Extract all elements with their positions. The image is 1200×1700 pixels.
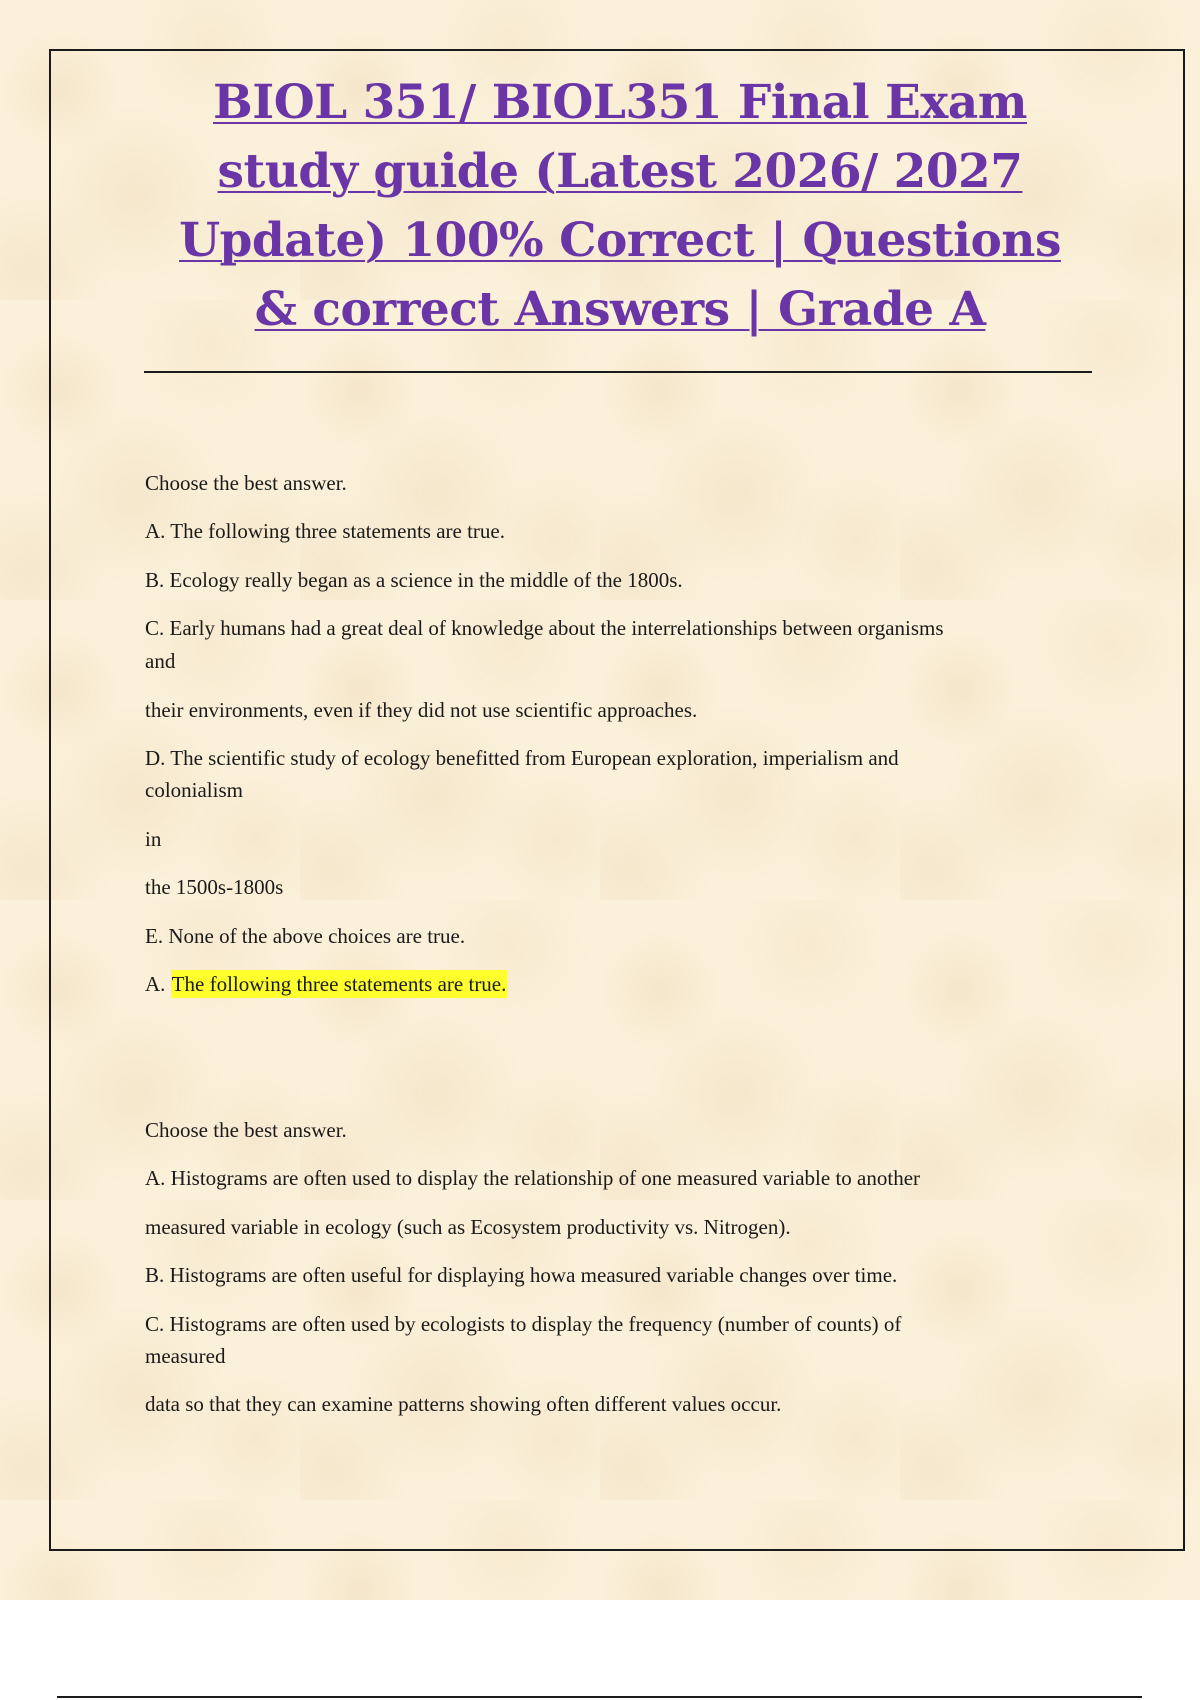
title-divider (144, 371, 1092, 373)
question-2-prompt: Choose the best answer. (145, 1118, 347, 1142)
question-2-option-a: A. Histograms are often used to display the relationship of one measured variable to another (145, 1166, 921, 1190)
question-1-option-d: D. The scientific study of ecology benefitted from European exploration, imperialism and (145, 746, 899, 770)
title-line-1: BIOL 351/ BIOL351 Final Exam (213, 75, 1027, 130)
question-2-option-b: B. Histograms are often useful for displaying howa measured variable changes over time. (145, 1263, 898, 1287)
question-1-option-c: C. Early humans had a great deal of knowledge about the interrelationships between organisms (145, 616, 944, 640)
question-1-option-d-cont-3: the 1500s-1800s (145, 875, 284, 899)
question-1-option-a: A. The following three statements are true. (145, 519, 505, 543)
document-title (110, 68, 1130, 344)
question-1-option-d-cont-2: in (145, 827, 162, 851)
highlighted-answer: The following three statements are true. (171, 972, 507, 996)
question-1-option-d-cont: colonialism (145, 778, 243, 802)
question-1-option-e: E. None of the above choices are true. (145, 924, 466, 948)
question-2-option-c-cont-2: data so that they can examine patterns showing often different values occur. (145, 1392, 782, 1416)
question-2-option-c: C. Histograms are often used by ecologists to display the frequency (number of counts) of (145, 1312, 902, 1336)
question-1-answer (145, 968, 1075, 1000)
answer-prefix: A. (145, 972, 171, 996)
title-line-3: Update) 100% Correct | Questions (179, 213, 1061, 268)
question-1-option-c-cont: and (145, 649, 176, 673)
question-1-option-b: B. Ecology really began as a science in the middle of the 1800s. (145, 568, 683, 592)
question-2-option-a-cont: measured variable in ecology (such as Ecosystem productivity vs. Nitrogen). (145, 1215, 791, 1239)
question-1-prompt: Choose the best answer. (145, 471, 347, 495)
title-line-4: & correct Answers | Grade A (254, 282, 986, 337)
footer-divider (57, 1696, 1142, 1698)
question-1-option-c-cont-2: their environments, even if they did not use scientific approaches. (145, 698, 698, 722)
title-line-2: study guide (Latest 2026/ 2027 (217, 144, 1023, 199)
question-2-option-c-cont: measured (145, 1344, 226, 1368)
